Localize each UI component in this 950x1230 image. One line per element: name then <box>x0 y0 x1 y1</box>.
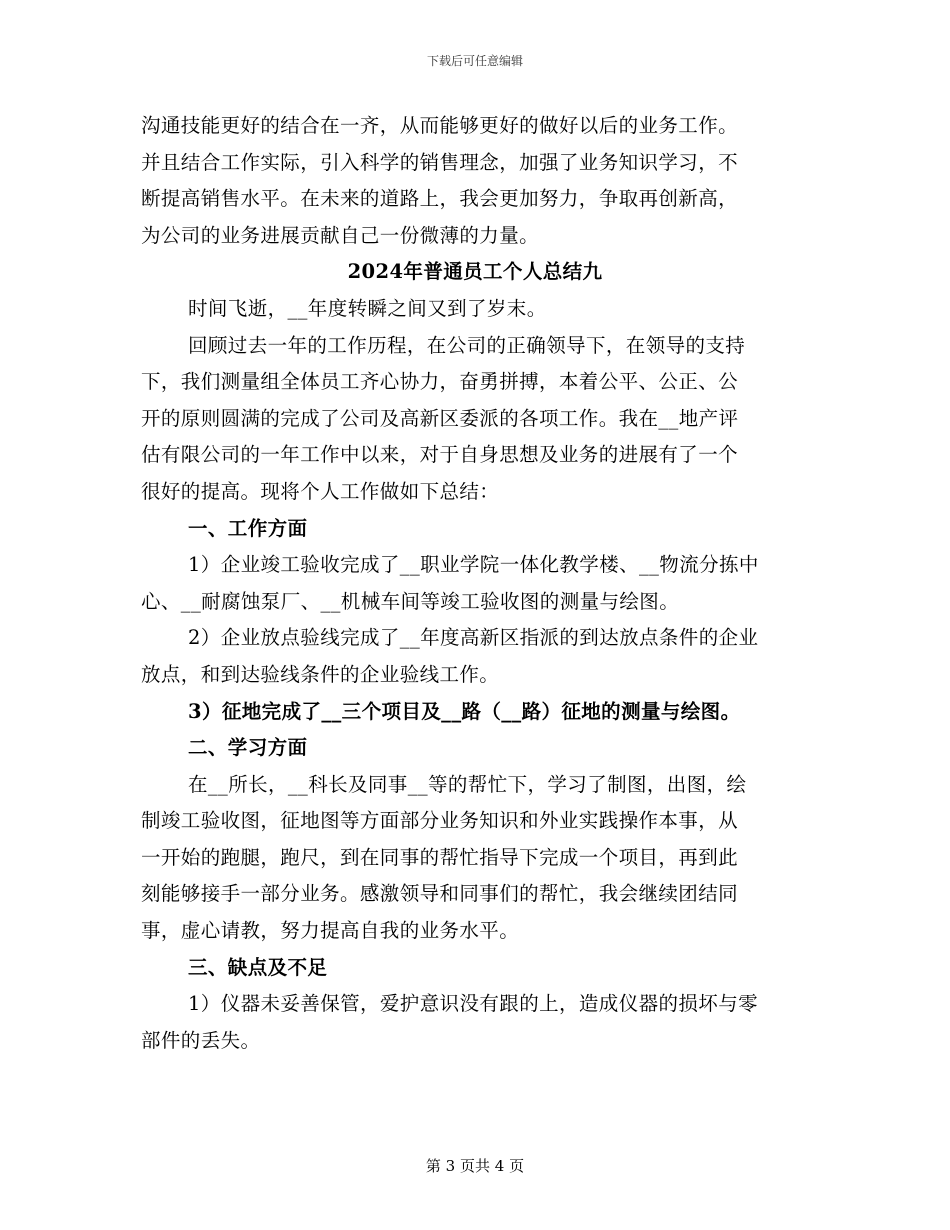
body-line: 刻能够接手一部分业务。感激领导和同事们的帮忙，我会继续团结同 <box>141 882 739 906</box>
paragraph-line: 1）企业竣工验收完成了__职业学院一体化教学楼、__物流分拣中 <box>188 553 759 577</box>
body-line: 开的原则圆满的完成了公司及高新区委派的各项工作。我在__地产评 <box>141 406 739 430</box>
body-line: 放点，和到达验线条件的企业验线工作。 <box>141 662 500 686</box>
body-line: 部件的丢失。 <box>141 1028 261 1052</box>
body-line: 事，虚心请教，努力提高自我的业务水平。 <box>141 919 520 943</box>
heading-shortcomings: 三、缺点及不足 <box>188 955 328 979</box>
paragraph-line: 在__所长，__科长及同事__等的帮忙下，学习了制图，出图，绘 <box>188 772 747 796</box>
paragraph-line: 回顾过去一年的工作历程，在公司的正确领导下，在领导的支持 <box>188 333 746 357</box>
page-header: 下载后可任意编辑 <box>426 54 523 68</box>
paragraph-line: 时间飞逝，__年度转瞬之间又到了岁末。 <box>188 296 547 320</box>
paragraph-line: 1）仪器未妥善保管，爱护意识没有跟的上，造成仪器的损坏与零 <box>188 992 759 1016</box>
body-line: 下，我们测量组全体员工齐心协力，奋勇拼搏，本着公平、公正、公 <box>141 370 739 394</box>
section-title: 2024年普通员工个人总结九 <box>347 260 603 284</box>
bold-paragraph-line: 3）征地完成了__三个项目及__路（__路）征地的测量与绘图。 <box>188 699 741 723</box>
heading-work: 一、工作方面 <box>188 516 308 540</box>
body-line: 心、__耐腐蚀泵厂、__机械车间等竣工验收图的测量与绘图。 <box>141 589 680 613</box>
body-line: 沟通技能更好的结合在一齐，从而能够更好的做好以后的业务工作。 <box>141 114 739 137</box>
paragraph-line: 2）企业放点验线完成了__年度高新区指派的到达放点条件的企业 <box>188 626 759 650</box>
body-line: 很好的提高。现将个人工作做如下总结： <box>141 479 500 503</box>
body-line: 一开始的跑腿，跑尺，到在同事的帮忙指导下完成一个项目，再到此 <box>141 845 739 869</box>
body-line: 估有限公司的一年工作中以来，对于自身思想及业务的进展有了一个 <box>141 443 739 467</box>
page-footer: 第 3 页共 4 页 <box>425 1157 525 1175</box>
body-line: 制竣工验收图，征地图等方面部分业务知识和外业实践操作本事，从 <box>141 809 739 833</box>
heading-study: 二、学习方面 <box>188 736 308 760</box>
body-line: 为公司的业务进展贡献自己一份微薄的力量。 <box>141 223 540 247</box>
document-body <box>141 108 809 1059</box>
body-line: 并且结合工作实际，引入科学的销售理念，加强了业务知识学习，不 <box>141 150 739 174</box>
body-line: 断提高销售水平。在未来的道路上，我会更加努力，争取再创新高， <box>141 187 739 211</box>
